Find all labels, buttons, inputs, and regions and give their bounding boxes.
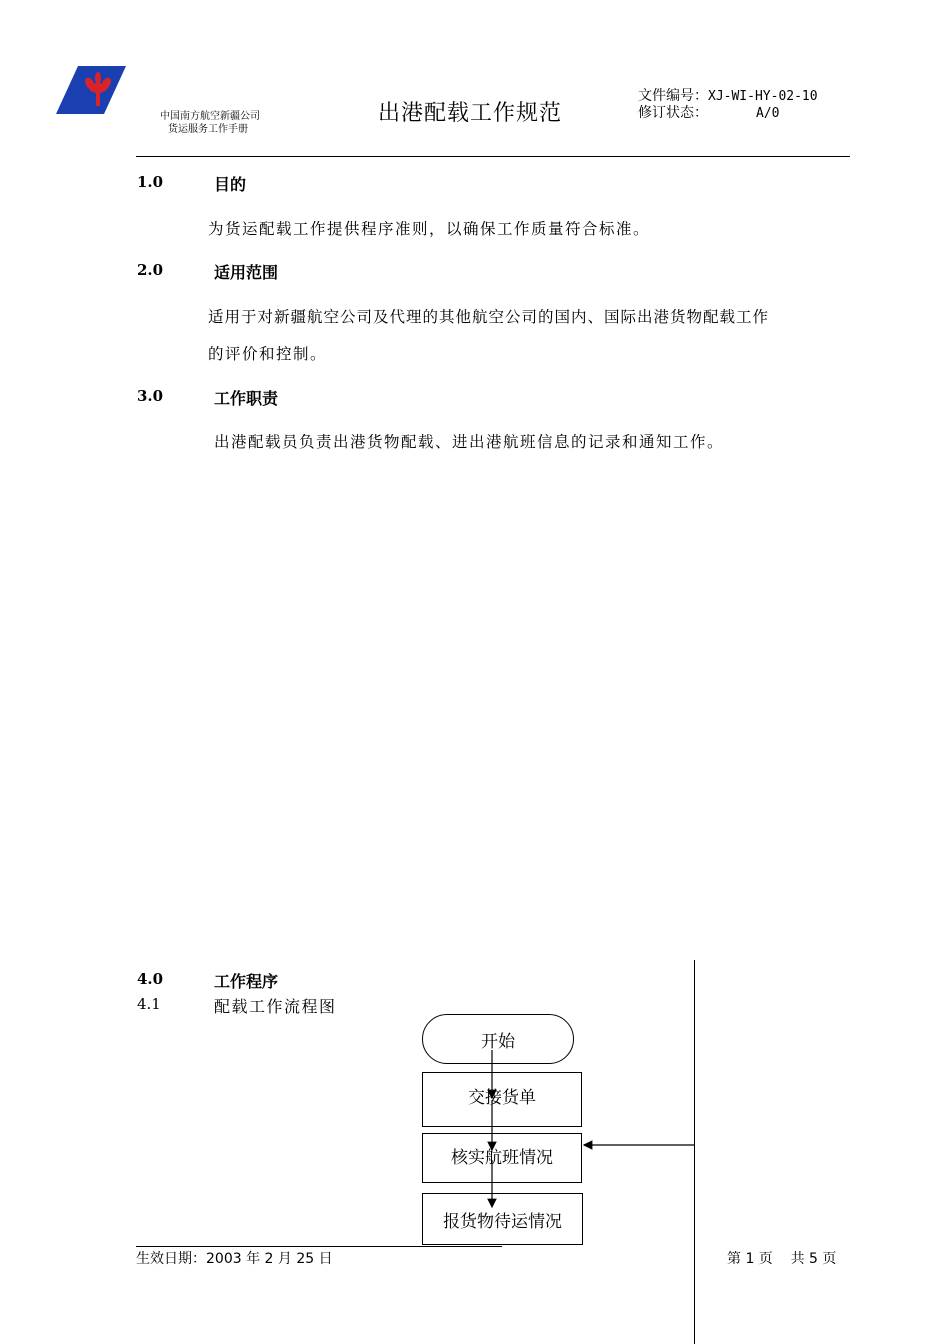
section-4-1-number: 4.1: [137, 995, 161, 1013]
section-3-title: 工作职责: [214, 389, 279, 408]
company-line-2: 货运服务工作手册: [168, 124, 248, 135]
section-3-number: 3.0: [137, 387, 164, 405]
section-3-body: 出港配载员负责出港货物配载、进出港航班信息的记录和通知工作。: [214, 433, 725, 451]
effective-date: 生效日期：2003 年 2 月 25 日: [136, 1251, 333, 1267]
flow-step-2-label: 核实航班情况: [451, 1148, 553, 1168]
section-2-body-line-1: 适用于对新疆航空公司及代理的其他航空公司的国内、国际出港货物配载工作: [208, 308, 770, 326]
section-2-number: 2.0: [137, 261, 164, 279]
rev-label: 修订状态：: [638, 105, 708, 121]
footer-divider: [136, 1246, 502, 1247]
doc-no-label: 文件编号：: [638, 88, 708, 104]
flow-step-1-label: 交接货单: [468, 1088, 536, 1108]
rev-value: A/0: [756, 106, 780, 121]
flow-start-label: 开始: [481, 1031, 515, 1052]
section-1-title: 目的: [214, 175, 247, 194]
doc-no-value: XJ-WI-HY-02-10: [708, 89, 818, 104]
section-2-body-line-2: 的评价和控制。: [208, 345, 328, 363]
section-1-body: 为货运配载工作提供程序准则，以确保工作质量符合标准。: [208, 220, 651, 238]
page-title: 出港配载工作规范: [378, 101, 563, 126]
page-number: 第 1 页 共 5 页: [727, 1251, 837, 1267]
section-4-1-title: 配载工作流程图: [214, 997, 337, 1016]
section-1-number: 1.0: [137, 173, 164, 191]
flow-step-3-label: 报货物待运情况: [443, 1211, 562, 1232]
flow-feedback-line: [694, 960, 695, 1344]
section-4-title: 工作程序: [214, 972, 279, 991]
section-4-number: 4.0: [137, 970, 164, 988]
company-line-1: 中国南方航空新疆公司: [160, 111, 260, 122]
section-2-title: 适用范围: [214, 263, 279, 282]
